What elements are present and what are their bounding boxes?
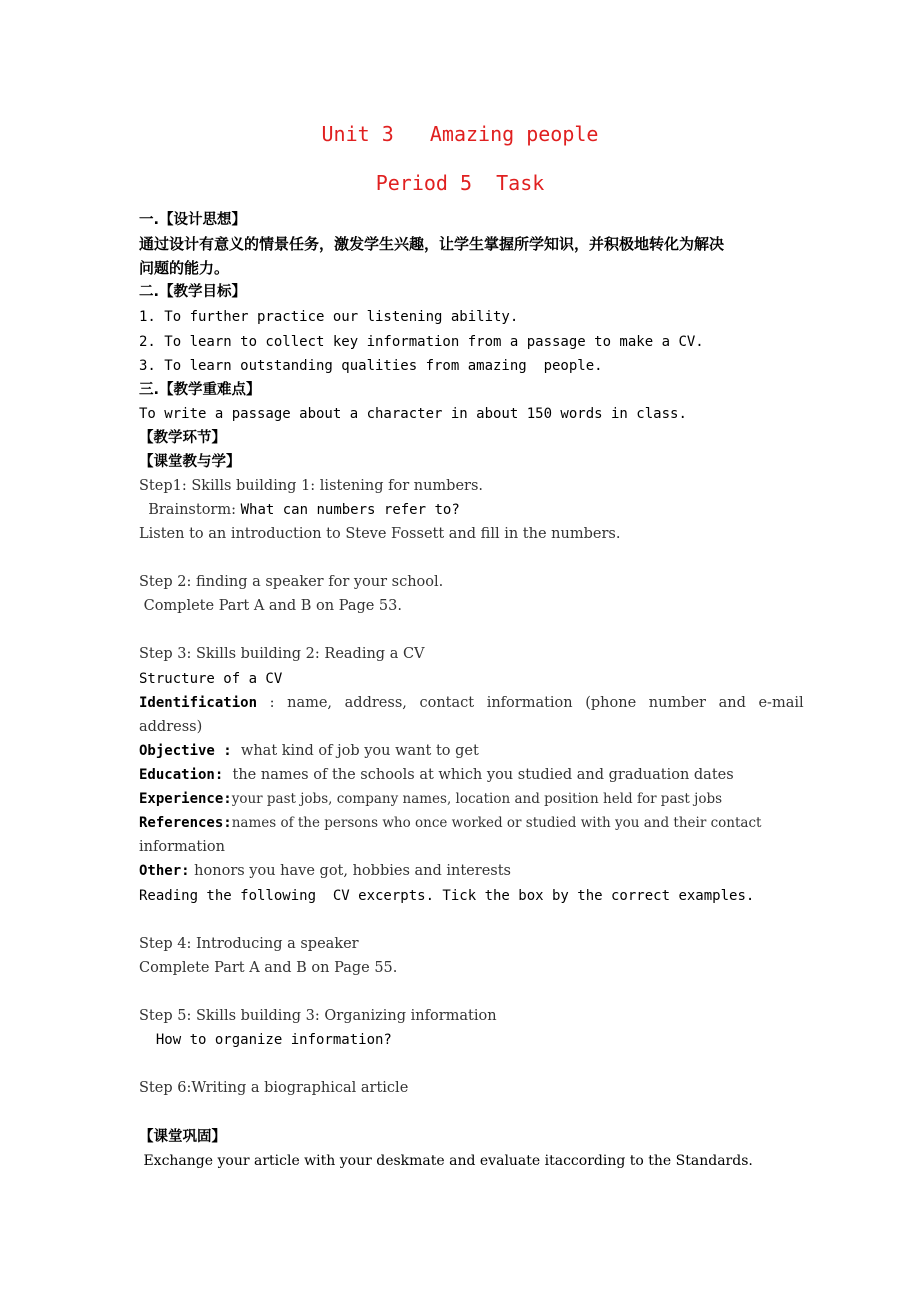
consolidation-heading: 【课堂巩固】 (139, 1129, 226, 1145)
objective-item: 3. To learn outstanding qualities from amazing people. (139, 358, 603, 374)
design-text-line1: 通过设计有意义的情景任务，激发学生兴趣，让学生掌握所学知识，并积极地转化为解决 (139, 235, 725, 253)
cv-experience (139, 787, 784, 811)
step6-title: Step 6:Writing a biographical article (139, 1080, 409, 1096)
education-text: the names of the schools at which you studied and graduation dates (223, 767, 734, 783)
cv-other (139, 859, 784, 883)
design-text-line2: 问题的能力。 (139, 259, 230, 277)
step1-listen: Listen to an introduction to Steve Fossett and fill in the numbers. (139, 526, 621, 542)
experience-label: Experience: (139, 791, 232, 807)
other-label: Other: (139, 863, 190, 879)
step4-title: Step 4: Introducing a speaker (139, 936, 359, 952)
references-text: names of the persons who once worked or studied with you and their contact (231, 815, 762, 831)
references-label: References: (139, 815, 232, 831)
cv-objective (139, 739, 784, 763)
experience-text: your past jobs, company names, location and position held for past jobs (231, 791, 723, 807)
identification-text-continued: address) (139, 719, 203, 735)
step2-text: Complete Part A and B on Page 53. (139, 598, 402, 614)
step5-question: How to organize information? (139, 1032, 392, 1048)
design-heading: 一.【设计思想】 (139, 212, 247, 228)
key-points-heading: 三.【教学重难点】 (139, 382, 261, 398)
step1-brainstorm (139, 498, 784, 522)
key-points-text: To write a passage about a character in about 150 words in class. (139, 406, 687, 422)
cv-structure-heading: Structure of a CV (139, 671, 283, 687)
consolidation-text: Exchange your article with your deskmate and evaluate itaccording to the Standards. (139, 1153, 753, 1169)
objective-text: what kind of job you want to get (231, 743, 479, 759)
brainstorm-text: What can numbers refer to? (240, 502, 460, 518)
cv-identification (139, 691, 804, 715)
identification-label: Identification (139, 695, 258, 711)
cv-references (139, 811, 784, 835)
other-text: honors you have got, hobbies and interests (189, 863, 511, 879)
objective-item: 1. To further practice our listening ability. (139, 309, 519, 325)
education-label: Education: (139, 767, 224, 783)
references-text-continued: information (139, 839, 225, 855)
cv-education (139, 763, 784, 787)
classroom-heading: 【课堂教与学】 (139, 454, 241, 470)
step1-title: Step1: Skills building 1: listening for numbers. (139, 478, 484, 494)
procedure-heading: 【教学环节】 (139, 430, 226, 446)
step2-title: Step 2: finding a speaker for your school. (139, 574, 444, 590)
brainstorm-label: Brainstorm: (139, 502, 241, 518)
cv-reading-instruction: Reading the following CV excerpts. Tick the box by the correct examples. (139, 888, 755, 904)
identification-text: : name, address, contact information (phone number and e-mail (257, 695, 804, 711)
step5-title: Step 5: Skills building 3: Organizing information (139, 1008, 497, 1024)
step4-text: Complete Part A and B on Page 55. (139, 960, 398, 976)
objective-label: Objective : (139, 743, 232, 759)
period-title: Period 5 Task (375, 171, 545, 195)
step3-title: Step 3: Skills building 2: Reading a CV (139, 646, 425, 662)
unit-title: Unit 3 Amazing people (321, 122, 599, 146)
objective-item: 2. To learn to collect key information from a passage to make a CV. (139, 334, 704, 350)
objectives-heading: 二.【教学目标】 (139, 284, 247, 300)
